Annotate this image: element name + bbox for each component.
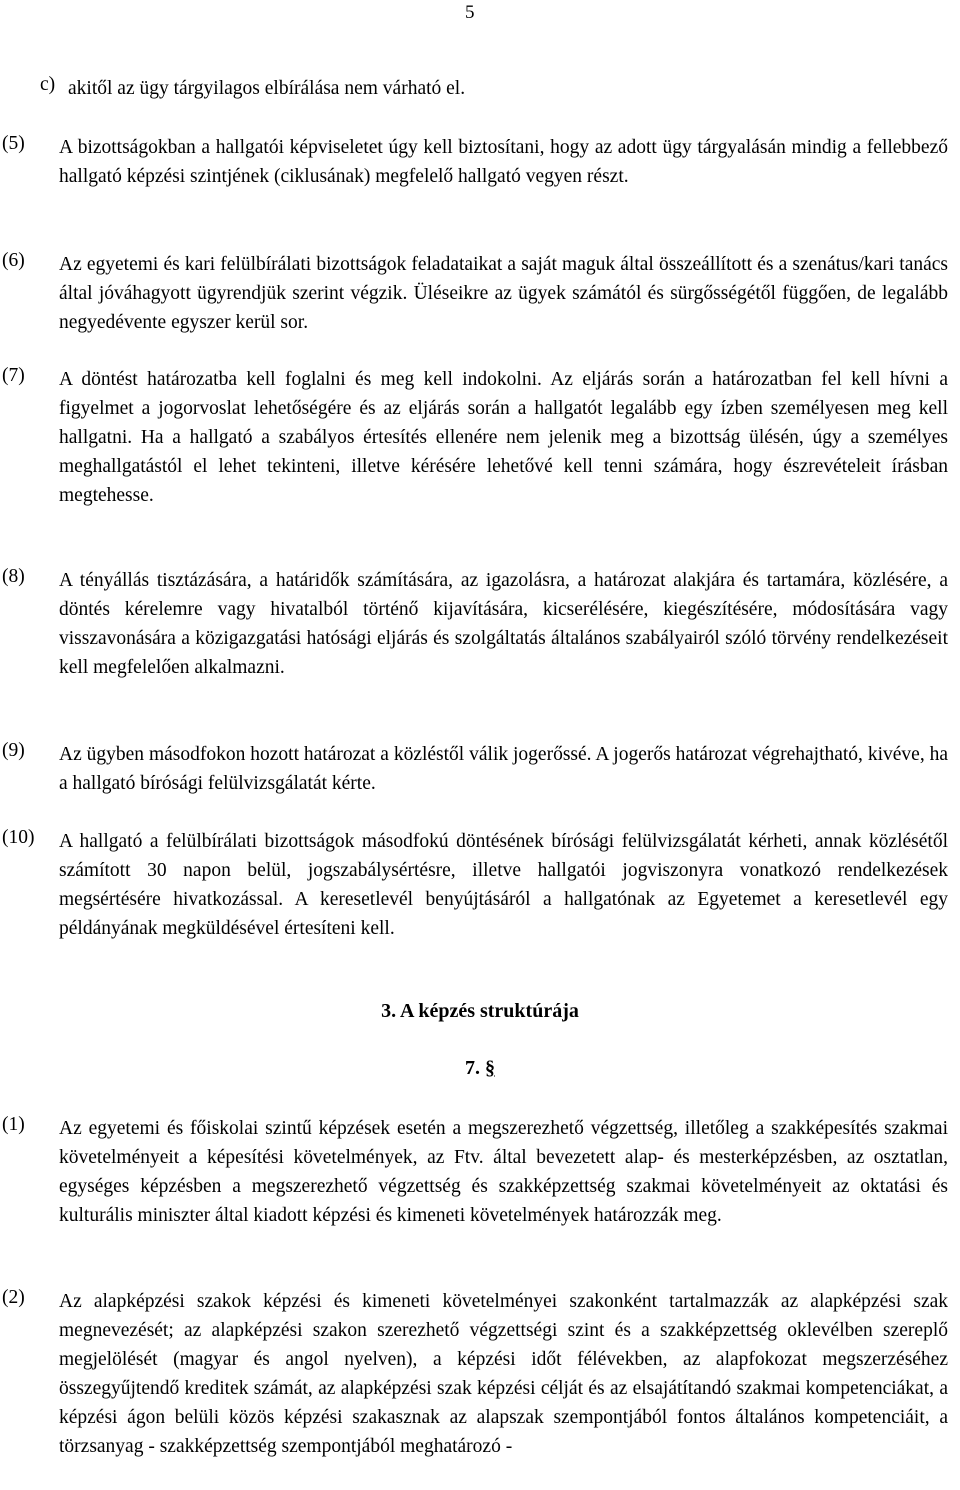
paragraph-number: (9)	[2, 740, 25, 761]
paragraph-ordinal: 7.	[465, 1057, 480, 1079]
paragraph-text: A döntést határozatba kell foglalni és meg kell indokolni. Az eljárás során a határozatban fel kell hívni a figyelmet a jogorvoslat lehetőségére és az eljárás során a hallgatót legalább egy ízben személyesen meg kell hallgatni. Ha a hallgató a szabályos értesítés ellenére nem jelenik meg a bizottság ülésén, úgy a személyes meghallgatástól el lehet tekinteni, illetve kérésére lehetővé kell tenni számára, hogy észrevételeit írásban megtehesse.	[59, 369, 948, 506]
paragraph-number: (6)	[2, 250, 25, 271]
section-sign: §	[485, 1057, 495, 1079]
paragraph-text: A bizottságokban a hallgatói képviseletet úgy kell biztosítani, hogy az adott ügy tárgyalásán mindig a fellebbező hallgató képzési szintjének (ciklusának) megfelelő hallgató vegyen részt.	[59, 137, 948, 187]
paragraph-text: A tényállás tisztázására, a határidők számítására, az igazolásra, a határozat alakjára és tartamára, közlésére, a döntés kérelemre vagy hivatalból történő kijavítására, kicserélésére, kiegészítésére, módosítására vagy visszavonására a közigazgatási hatósági eljárás és szolgáltatás általános szabályairól szóló törvény rendelkezéseit kell megfelelően alkalmazni.	[59, 570, 948, 678]
section-paragraph-heading	[0, 1057, 960, 1080]
paragraph-text: Az ügyben másodfokon hozott határozat a közléstől válik jogerőssé. A jogerős határozat végrehajtható, kivéve, ha a hallgató bírósági felülvizsgálatát kérte.	[59, 744, 948, 794]
item-text: akitől az ügy tárgyilagos elbírálása nem várható el.	[68, 78, 466, 99]
section-title: 3. A képzés struktúrája	[381, 1000, 579, 1022]
paragraph-number: (5)	[2, 133, 25, 154]
paragraph-number: (7)	[2, 365, 25, 386]
item-letter: c)	[40, 74, 56, 95]
paragraph-text: Az egyetemi és kari felülbírálati bizottságok feladataikat a saját maguk által összeállított és a szenátus/kari tanács által jóváhagyott ügyrendjük szerint végzik. Üléseikre az ügyek számától és sürgősségétől függően, de legalább negyedévente egyszer kerül sor.	[59, 254, 948, 333]
paragraph-number: (1)	[2, 1114, 25, 1135]
paragraph-number: (2)	[2, 1287, 25, 1308]
paragraph-number: (8)	[2, 566, 25, 587]
paragraph-text: Az egyetemi és főiskolai szintű képzések esetén a megszerezhető végzettség, illetőleg a szakképesítés szakmai követelményeit a képesítési követelmények, az Ftv. által bevezetett alap- és mesterképzésben, az osztatlan, egységes képzésben a megszerezhető végzettség és szakképzettség szakmai követelményeit az oktatási és kulturális miniszter által kiadott képzési és kimeneti követelmények határozzák meg.	[59, 1118, 948, 1226]
paragraph-text: Az alapképzési szakok képzési és kimeneti követelményei szakonként tartalmazzák az alapképzési szak megnevezését; az alapképzési szakon szerezhető végzettségi szint és a szakképzettség oklevélben szereplő megjelölését (magyar és angol nyelven), a képzési időt félévekben, az alapfokozat megszerzéséhez összegyűjtendő kreditek számát, az alapképzési szak képzési célját és az elsajátítandó szakmai kompetenciákat, a képzési ágon belüli közös képzési szakasznak az alapszak szempontjából fontos általános kompetenciáit, a törzsanyag - szakképzettség szempontjából meghatározó -	[59, 1291, 948, 1457]
page-number: 5	[465, 2, 475, 23]
paragraph-text: A hallgató a felülbírálati bizottságok másodfokú döntésének bírósági felülvizsgálatát kérheti, annak közlésétől számított 30 napon belül, jogszabálysértésre, illetve hallgatói jogviszonyra vonatkozó rendelkezések megsértésére hivatkozással. A keresetlevél benyújtásáról a hallgatónak az Egyetemet a keresetlevél egy példányának megküldésével értesíteni kell.	[59, 831, 948, 939]
paragraph-number: (10)	[2, 827, 35, 848]
